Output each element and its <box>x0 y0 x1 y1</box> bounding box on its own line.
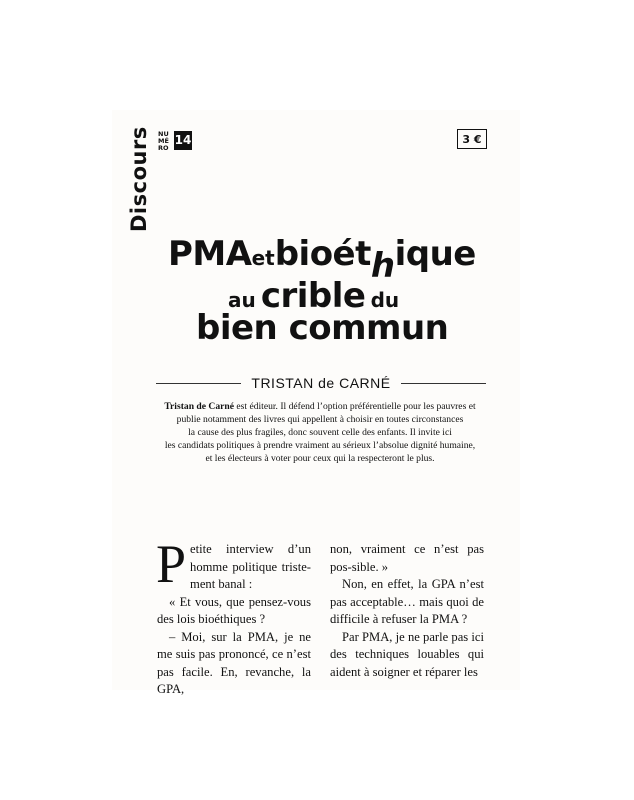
title-line-3: bien commun <box>196 308 449 348</box>
issue-number: 14 <box>174 131 192 150</box>
paragraph: Par PMA, je ne parle pas ici des techniques louables qui aident à soigner et réparer les <box>330 629 484 679</box>
bio-author-name: Tristan de Carné <box>164 401 234 412</box>
title-line-1 <box>168 234 476 286</box>
divider <box>156 383 241 384</box>
paragraph <box>156 534 311 594</box>
author-byline <box>156 374 486 392</box>
article-column-right <box>330 541 484 681</box>
price-badge: 3 € <box>457 129 487 149</box>
bio-line: la cause des plus fragiles, donc souvent celle des enfants. Il invite ici <box>188 427 452 438</box>
bio-line <box>140 400 500 413</box>
divider <box>401 383 486 384</box>
numero-label-part: MÉ <box>158 137 169 145</box>
paragraph-text: etite interview d’un homme politique triste-ment banal : <box>190 542 311 591</box>
paragraph: non, vraiment ce n’est pas pos-sible. » <box>330 542 484 574</box>
article-title <box>112 228 520 358</box>
paragraph: – Moi, sur la PMA, je ne me suis pas prononcé, ce n’est pas facile. En, revanche, la GPA, <box>157 629 311 696</box>
bio-line: et les électeurs à voter pour ceux qui la respecteront le plus. <box>205 453 435 464</box>
series-title: Discours <box>127 126 151 232</box>
paragraph: « Et vous, que pensez-vous des lois bioéthiques ? <box>157 594 311 626</box>
title-au: au <box>228 288 256 312</box>
author-bio <box>140 400 500 465</box>
paragraph: Non, en effet, la GPA n’est pas acceptable… mais quoi de difficile à refuser la PMA ? <box>330 577 484 626</box>
title-ique: ique <box>394 234 476 274</box>
article-column-left <box>156 534 311 699</box>
numero-label <box>158 131 174 152</box>
bio-line: publie notamment des livres qui appellent à choisir en toutes circonstances <box>176 414 464 425</box>
title-du: du <box>370 288 400 312</box>
author-name: TRISTAN de CARNÉ <box>251 375 391 391</box>
title-pma: PMA <box>168 234 252 274</box>
title-h: h <box>370 246 395 286</box>
numero-label-part: NU <box>158 130 169 138</box>
title-bioet: bioét <box>274 234 371 274</box>
bio-line: les candidats politiques à prendre vraiment au sérieux l’absolue dignité humaine, <box>164 440 476 451</box>
drop-cap: P <box>156 534 187 594</box>
title-et: et <box>251 246 275 270</box>
bio-text: est éditeur. Il défend l’option préférentielle pour les pauvres et <box>234 401 476 412</box>
numero-label-part: RO <box>158 144 169 152</box>
title-crible: crible <box>260 276 366 316</box>
